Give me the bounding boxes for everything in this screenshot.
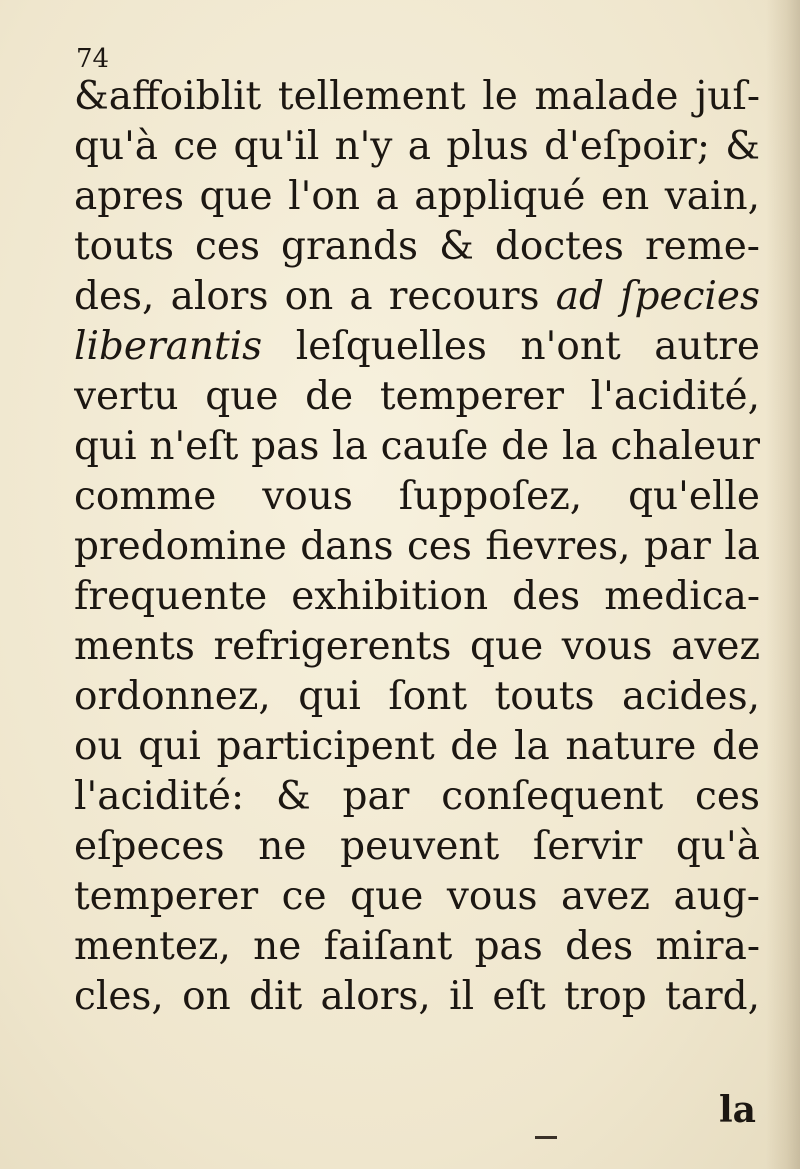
- page-gutter-shadow: [766, 0, 800, 1169]
- page-number: 74: [76, 44, 110, 74]
- line-fragment: comme vous ſuppoſez, qu'elle: [74, 474, 760, 519]
- text-line: [74, 622, 760, 672]
- ink-mark: [535, 1136, 557, 1139]
- line-fragment: l'acidité: & par conſequent ces: [74, 774, 760, 819]
- text-line: [74, 272, 760, 322]
- text-line: [74, 422, 760, 472]
- body-text: [74, 72, 760, 1022]
- line-fragment: &affoiblit tellement le malade juſ-: [74, 74, 760, 119]
- text-line: [74, 672, 760, 722]
- text-line: [74, 572, 760, 622]
- text-line: [74, 522, 760, 572]
- line-fragment: apres que l'on a appliqué en vain,: [74, 174, 760, 219]
- text-line: [74, 872, 760, 922]
- catchword: la: [718, 1089, 756, 1131]
- line-fragment: eſpeces ne peuvent ſervir qu'à: [74, 824, 760, 869]
- line-fragment: des, alors on a recours: [74, 274, 556, 319]
- line-fragment: mentez, ne faiſant pas des mira-: [74, 924, 760, 969]
- line-fragment: predomine dans ces fievres, par la: [74, 524, 760, 569]
- text-line: [74, 222, 760, 272]
- line-fragment: leſquelles n'ont autre: [262, 324, 760, 369]
- latin-phrase: liberantis: [74, 324, 263, 369]
- text-line: [74, 72, 760, 122]
- latin-phrase: ad ſpecies: [555, 274, 760, 319]
- line-fragment: ments refrigerents que vous avez: [74, 624, 760, 669]
- line-fragment: cles, on dit alors, il eſt trop tard,: [74, 974, 760, 1019]
- text-line: [74, 372, 760, 422]
- text-line: [74, 472, 760, 522]
- text-line: [74, 172, 760, 222]
- text-line: [74, 722, 760, 772]
- line-fragment: frequente exhibition des medica-: [74, 574, 760, 619]
- text-line: [74, 822, 760, 872]
- text-line: [74, 122, 760, 172]
- text-line: [74, 322, 760, 372]
- text-line: [74, 972, 760, 1022]
- line-fragment: qui n'eſt pas la cauſe de la chaleur: [74, 424, 760, 469]
- line-fragment: qu'à ce qu'il n'y a plus d'eſpoir; &: [74, 124, 760, 169]
- line-fragment: temperer ce que vous avez aug-: [74, 874, 760, 919]
- text-line: [74, 772, 760, 822]
- text-line: [74, 922, 760, 972]
- line-fragment: ordonnez, qui ſont touts acides,: [74, 674, 760, 719]
- line-fragment: ou qui participent de la nature de: [74, 724, 760, 769]
- line-fragment: vertu que de temperer l'acidité,: [74, 374, 760, 419]
- line-fragment: touts ces grands & doctes reme-: [74, 224, 760, 269]
